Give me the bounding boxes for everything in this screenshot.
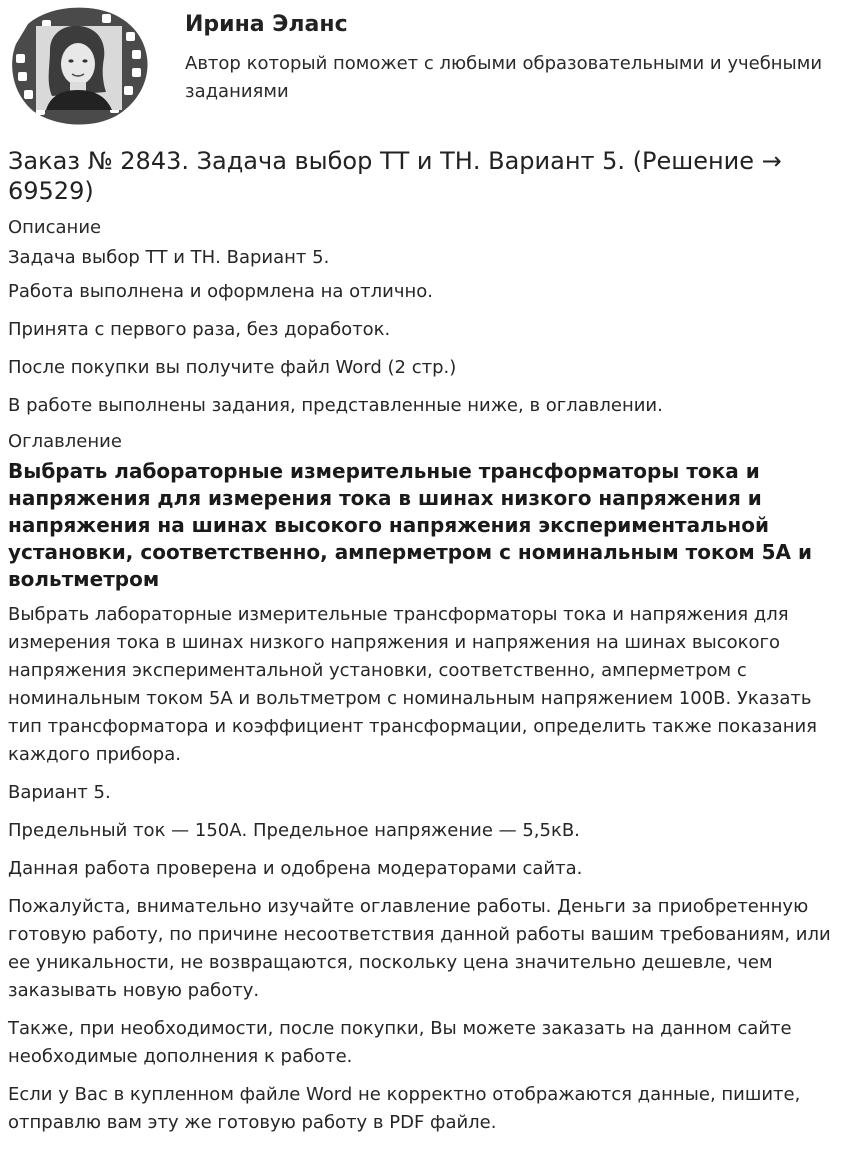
description-paragraph: Принята с первого раза, без доработок. <box>8 319 391 340</box>
toc-paragraph: Если у Вас в купленном файле Word не корректно отображаются данные, пишите, отправлю вам эту же готовую работу в PDF файле. <box>8 1084 801 1133</box>
description-paragraph: Задача выбор ТТ и ТН. Вариант 5. <box>8 247 330 268</box>
toc-paragraph: Предельный ток — 150А. Предельное напряжение — 5,5кВ. <box>8 820 580 841</box>
description-paragraph: В работе выполнены задания, представленные ниже, в оглавлении. <box>8 395 663 416</box>
toc-heading: Выбрать лабораторные измерительные трансформаторы тока и напряжения для измерения тока в шинах низкого напряжения и напряжения на шинах высокого напряжения экспериментальной установки, соответственно, амперметром с номинальным током 5А и вольтметром <box>8 459 812 591</box>
author-header <box>0 0 847 140</box>
author-description: Автор который поможет с любыми образовательными и учебными заданиями <box>185 53 823 102</box>
description-paragraph: После покупки вы получите файл Word (2 стр.) <box>8 357 457 378</box>
toc-paragraph: Вариант 5. <box>8 782 111 803</box>
toc-label: Оглавление <box>8 431 122 452</box>
toc-paragraph: Также, при необходимости, после покупки, Вы можете заказать на данном сайте необходимые дополнения к работе. <box>8 1018 792 1067</box>
description-label: Описание <box>8 217 102 238</box>
description-paragraph: Работа выполнена и оформлена на отлично. <box>8 281 434 302</box>
author-name: Ирина Эланс <box>185 12 348 37</box>
toc-paragraph: Выбрать лабораторные измерительные трансформаторы тока и напряжения для измерения тока в шинах низкого напряжения и напряжения на шинах высокого напряжения экспериментальной установки, соответственно, амперметром с номинальным током 5А и вольтметром с номинальным напряжением 100В. Указать тип трансформатора и коэффициент трансформации, определить также показания каждого прибора. <box>8 604 817 765</box>
author-photo-icon <box>6 6 152 128</box>
toc-paragraph: Данная работа проверена и одобрена модераторами сайта. <box>8 858 583 879</box>
order-title: Заказ № 2843. Задача выбор ТТ и ТН. Вариант 5. (Решение → 69529) <box>8 147 782 205</box>
order-content <box>8 146 840 1147</box>
toc-paragraph: Пожалуйста, внимательно изучайте оглавление работы. Деньги за приобретенную готовую работу, по причине несоответствия данной работы вашим требованиям, или ее уникальности, не возвращаются, поскольку цена значительно дешевле, чем заказывать новую работу. <box>8 896 831 1001</box>
